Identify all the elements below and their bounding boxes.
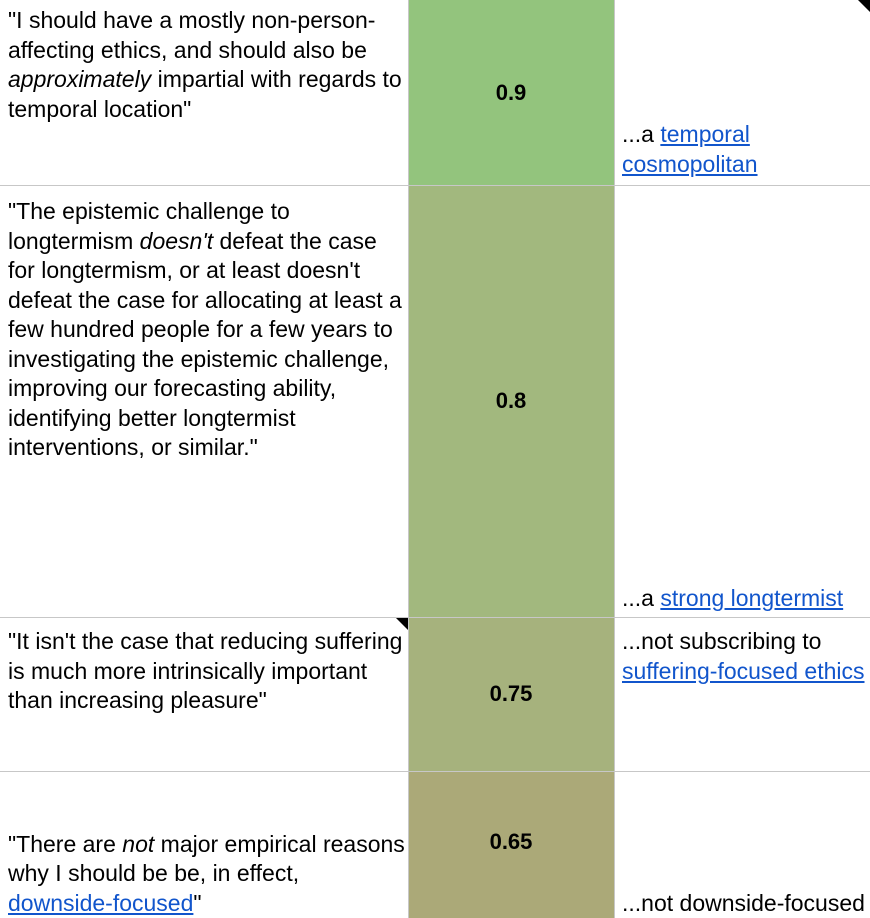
label-prefix: ...a xyxy=(622,584,661,611)
claim-text: "The epistemic challenge to longtermism xyxy=(8,198,290,254)
label-cell[interactable] xyxy=(614,185,870,617)
column-divider xyxy=(408,0,409,918)
claim-text: impartial with regards to temporal location" xyxy=(8,66,402,122)
claim-text: major empirical reasons why I should be be, in effect, xyxy=(8,830,405,886)
claim-emphasis: not xyxy=(122,830,155,857)
table-row xyxy=(0,617,870,771)
label-cell[interactable] xyxy=(614,771,870,918)
score-value: 0.8 xyxy=(495,388,527,413)
label-text: ...not downside-focused xyxy=(622,889,865,916)
score-cell[interactable] xyxy=(408,185,614,617)
score-cell[interactable] xyxy=(408,771,614,918)
claim-text: "It isn't the case that reducing suffering is much more intrinsically important than increasing pleasure" xyxy=(8,628,403,713)
column-divider xyxy=(614,0,615,918)
row-divider xyxy=(0,771,870,772)
score-cell[interactable] xyxy=(408,0,614,185)
claim-cell[interactable] xyxy=(0,617,408,771)
score-value: 0.75 xyxy=(489,681,533,706)
claim-cell[interactable] xyxy=(0,0,408,185)
strong-longtermist-link[interactable]: strong longtermist xyxy=(660,584,844,611)
score-value: 0.65 xyxy=(489,829,533,854)
score-value: 0.9 xyxy=(495,79,527,105)
temporal-cosmopolitan-link[interactable]: temporal cosmopolitan xyxy=(622,121,758,177)
label-cell[interactable] xyxy=(614,0,870,185)
claim-cell[interactable] xyxy=(0,771,408,918)
claim-emphasis: doesn't xyxy=(139,227,214,254)
claim-emphasis: approximately xyxy=(8,66,152,92)
label-cell[interactable] xyxy=(614,617,870,771)
claim-text: "There are xyxy=(8,830,123,857)
label-prefix: ...a xyxy=(622,121,661,147)
table-row xyxy=(0,185,870,617)
row-divider xyxy=(0,617,870,618)
claim-cell[interactable] xyxy=(0,185,408,617)
score-cell[interactable] xyxy=(408,617,614,771)
claim-text: " xyxy=(193,889,202,916)
table-row xyxy=(0,0,870,185)
claim-text: "I should have a mostly non-person-affecting ethics, and should also be xyxy=(8,7,376,63)
label-prefix: ...not subscribing to xyxy=(622,628,822,654)
table-row xyxy=(0,771,870,918)
suffering-focused-ethics-link[interactable]: suffering-focused ethics xyxy=(622,657,865,684)
comment-indicator-icon[interactable] xyxy=(858,0,870,12)
row-divider xyxy=(0,185,870,186)
claim-text: defeat the case for longtermism, or at least doesn't defeat the case for allocating at least a few hundred people for a few years to investigating the epistemic challenge, improving our forecasting ability, identifying better longtermist interventions, or similar." xyxy=(8,227,402,460)
comment-indicator-icon[interactable] xyxy=(396,618,408,630)
downside-focused-link[interactable]: downside-focused xyxy=(8,889,194,916)
